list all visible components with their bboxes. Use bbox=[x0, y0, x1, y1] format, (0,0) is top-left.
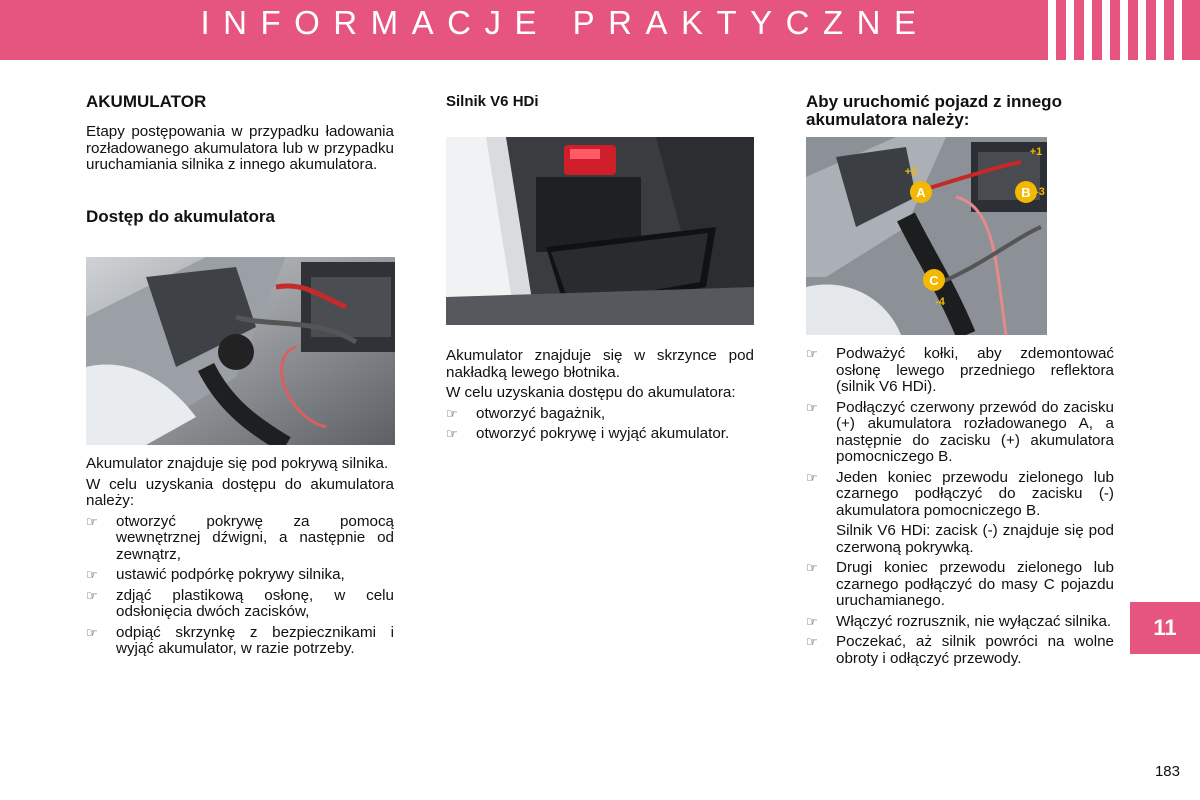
right-column-lower bbox=[806, 346, 1114, 667]
page-number: 183 bbox=[1154, 763, 1180, 780]
pointing-hand-icon: ☞ bbox=[806, 469, 818, 485]
label-a: A bbox=[916, 185, 926, 200]
label-c: C bbox=[929, 273, 939, 288]
label-minus-3: -3 bbox=[1035, 186, 1045, 198]
pointing-hand-icon: ☞ bbox=[806, 613, 818, 629]
pointing-hand-icon: ☞ bbox=[86, 567, 98, 582]
sub-heading-access: Dostęp do akumulatora bbox=[86, 206, 275, 226]
v6-access-intro: W celu uzyskania dostępu do akumulatora: bbox=[446, 384, 736, 401]
pointing-hand-icon: ☞ bbox=[806, 560, 818, 575]
list-item: ☞ otworzyć bagażnik, bbox=[446, 404, 606, 422]
label-plus-2: +2 bbox=[904, 166, 918, 178]
pointing-hand-icon: ☞ bbox=[86, 624, 98, 640]
list-item: ☞ Podważyć kołki, aby zdemontować osłonę lewego przedniego reflektora (silnik V6 HDi). bbox=[806, 345, 1114, 395]
section-heading-jumpstart: Aby uruchomić pojazd z innego akumulatora należy: bbox=[806, 92, 1062, 129]
list-item: ☞ zdjąć plastikową osłonę, w celu odsłonięcia dwóch zacisków, bbox=[86, 586, 394, 620]
list-item: ☞ Drugi koniec przewodu zielonego lub czarnego podłączyć do masy C pojazdu uruchamianego. bbox=[806, 559, 1114, 609]
section-heading-akumulator: AKUMULATOR bbox=[86, 92, 207, 111]
pointing-hand-icon: ☞ bbox=[446, 405, 458, 421]
list-item: ☞ Podłączyć czerwony przewód do zacisku (+) akumulatora rozładowanego A, a następnie do zacisku (+) akumulatora pomocniczego B. bbox=[806, 398, 1114, 465]
chapter-tab: 11 bbox=[1130, 602, 1200, 654]
label-plus-1: +1 bbox=[1029, 146, 1043, 158]
list-item: ☞ Poczekać, aż silnik powróci na wolne obroty i odłączyć przewody. bbox=[806, 633, 1114, 667]
pointing-hand-icon: ☞ bbox=[806, 634, 818, 649]
trunk-battery-photo bbox=[446, 137, 754, 325]
jumpstart-diagram bbox=[806, 137, 1047, 335]
list-item: ☞ otworzyć pokrywę i wyjąć akumulator. bbox=[446, 425, 730, 442]
middle-column bbox=[446, 93, 754, 111]
pointing-hand-icon: ☞ bbox=[806, 399, 818, 415]
pointing-hand-icon: ☞ bbox=[86, 513, 98, 529]
left-column bbox=[86, 92, 394, 226]
list-item: ☞ ustawić podpórkę pokrywy silnika, bbox=[86, 566, 345, 583]
list-item: ☞ Włączyć rozrusznik, nie wyłączać silnika. bbox=[806, 612, 1112, 630]
list-item: ☞ otworzyć pokrywę za pomocą wewnętrznej dźwigni, a następnie od zewnątrz, bbox=[86, 512, 394, 563]
list-item: ☞ Jeden koniec przewodu zielonego lub czarnego podłączyć do zacisku (-) akumulatora pomocniczego B. bbox=[806, 468, 1114, 519]
page-header bbox=[0, 0, 1200, 60]
pointing-hand-icon: ☞ bbox=[806, 346, 818, 361]
engine-bay-photo bbox=[86, 257, 395, 445]
access-intro-paragraph: W celu uzyskania dostępu do akumulatora należy: bbox=[86, 475, 394, 509]
pointing-hand-icon: ☞ bbox=[86, 587, 98, 603]
section-heading-v6: Silnik V6 HDi bbox=[446, 93, 539, 110]
label-b: B bbox=[1021, 185, 1031, 200]
v6-location-paragraph: Akumulator znajduje się w skrzynce pod nakładką lewego błotnika. bbox=[446, 347, 754, 381]
right-column bbox=[806, 93, 1114, 129]
label-minus-4: -4 bbox=[935, 296, 945, 308]
pointing-hand-icon: ☞ bbox=[446, 426, 458, 441]
list-item: ☞ odpiąć skrzynkę z bezpiecznikami i wyjąć akumulator, w razie potrzeby. bbox=[86, 623, 394, 657]
middle-column-lower bbox=[446, 348, 754, 443]
left-column-lower bbox=[86, 456, 394, 658]
v6-note: Silnik V6 HDi: zacisk (-) znajduje się pod czerwoną pokrywką. bbox=[836, 522, 1114, 556]
intro-paragraph: Etapy postępowania w przypadku ładowania rozładowanego akumulatora lub w przypadku uruchamiania silnika z innego akumulatora. bbox=[86, 123, 394, 173]
battery-location-paragraph: Akumulator znajduje się pod pokrywą silnika. bbox=[86, 455, 389, 472]
page-title: INFORMACJE PRAKTYCZNE bbox=[200, 4, 930, 41]
